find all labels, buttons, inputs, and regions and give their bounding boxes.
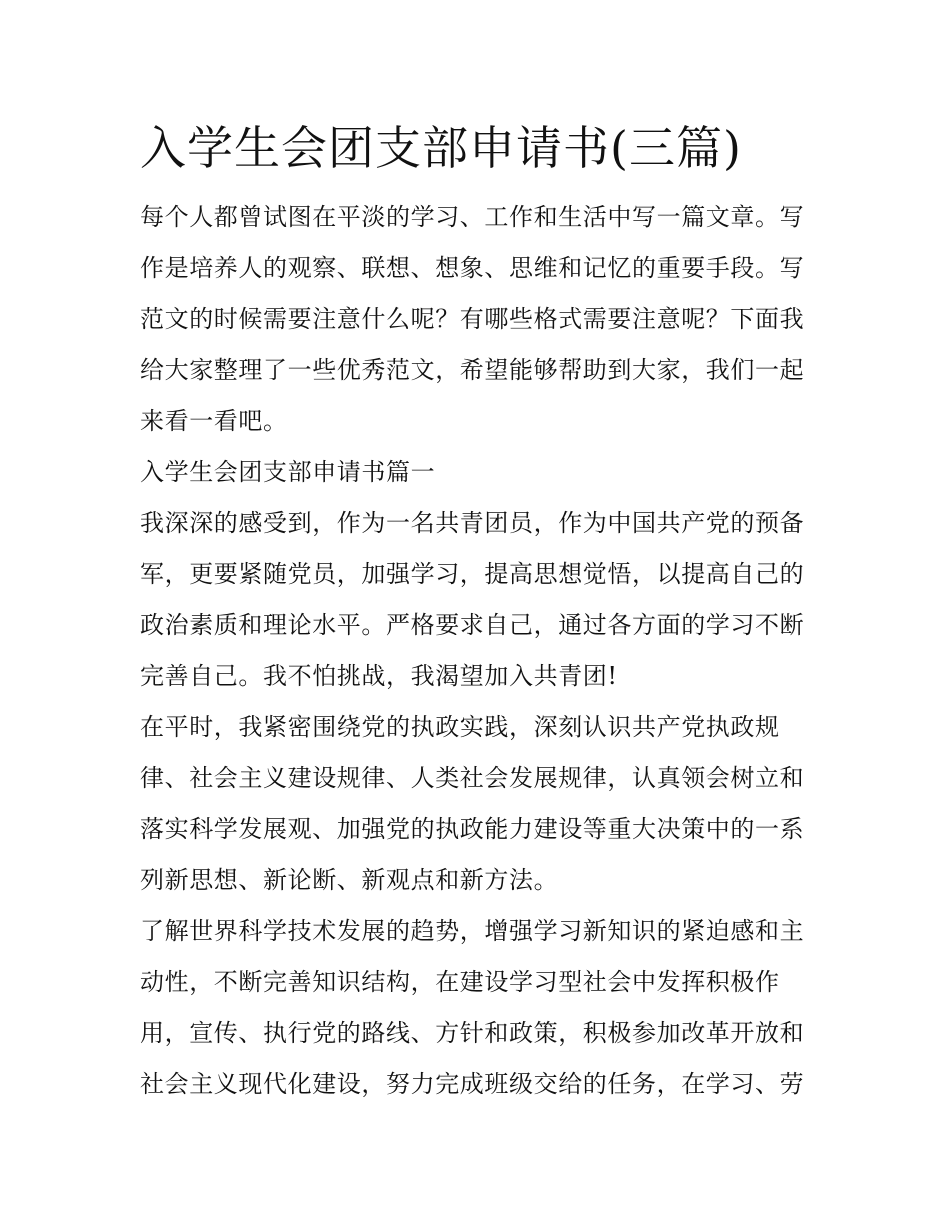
text-line: 给大家整理了一些优秀范文，希望能够帮助到大家，我们一起 (140, 356, 805, 384)
section-heading: 入学生会团支部申请书篇一 (140, 458, 436, 486)
text-line: 完善自己。我不怕挑战，我渴望加入共青团! (140, 662, 618, 690)
text-line: 了解世界科学技术发展的趋势，增强学习新知识的紧迫感和主 (140, 917, 805, 945)
text-line: 列新思想、新论断、新观点和新方法。 (140, 866, 559, 894)
document-body (140, 116, 820, 1110)
text-line: 作是培养人的观察、联想、想象、思维和记忆的重要手段。写 (140, 254, 805, 282)
text-line: 律、社会主义建设规律、人类社会发展规律，认真领会树立和 (140, 764, 805, 792)
text-line: 军，更要紧随党员，加强学习，提高思想觉悟，以提高自己的 (140, 560, 805, 588)
text-line: 落实科学发展观、加强党的执政能力建设等重大决策中的一系 (140, 815, 805, 843)
text-line: 社会主义现代化建设，努力完成班级交给的任务，在学习、劳 (140, 1070, 805, 1098)
text-line: 在平时，我紧密围绕党的执政实践，深刻认识共产党执政规 (140, 713, 780, 741)
text-line: 政治素质和理论水平。严格要求自己，通过各方面的学习不断 (140, 611, 805, 639)
text-line: 我深深的感受到，作为一名共青团员，作为中国共产党的预备 (140, 509, 805, 537)
document-title: 入学生会团支部申请书(三篇) (140, 121, 742, 175)
text-line: 来看一看吧。 (140, 407, 288, 435)
text-line: 用，宣传、执行党的路线、方针和政策，积极参加改革开放和 (140, 1019, 805, 1047)
text-line: 每个人都曾试图在平淡的学习、工作和生活中写一篇文章。写 (140, 203, 805, 231)
text-line: 动性，不断完善知识结构，在建设学习型社会中发挥积极作 (140, 968, 780, 996)
text-line: 范文的时候需要注意什么呢？有哪些格式需要注意呢？下面我 (140, 305, 805, 333)
